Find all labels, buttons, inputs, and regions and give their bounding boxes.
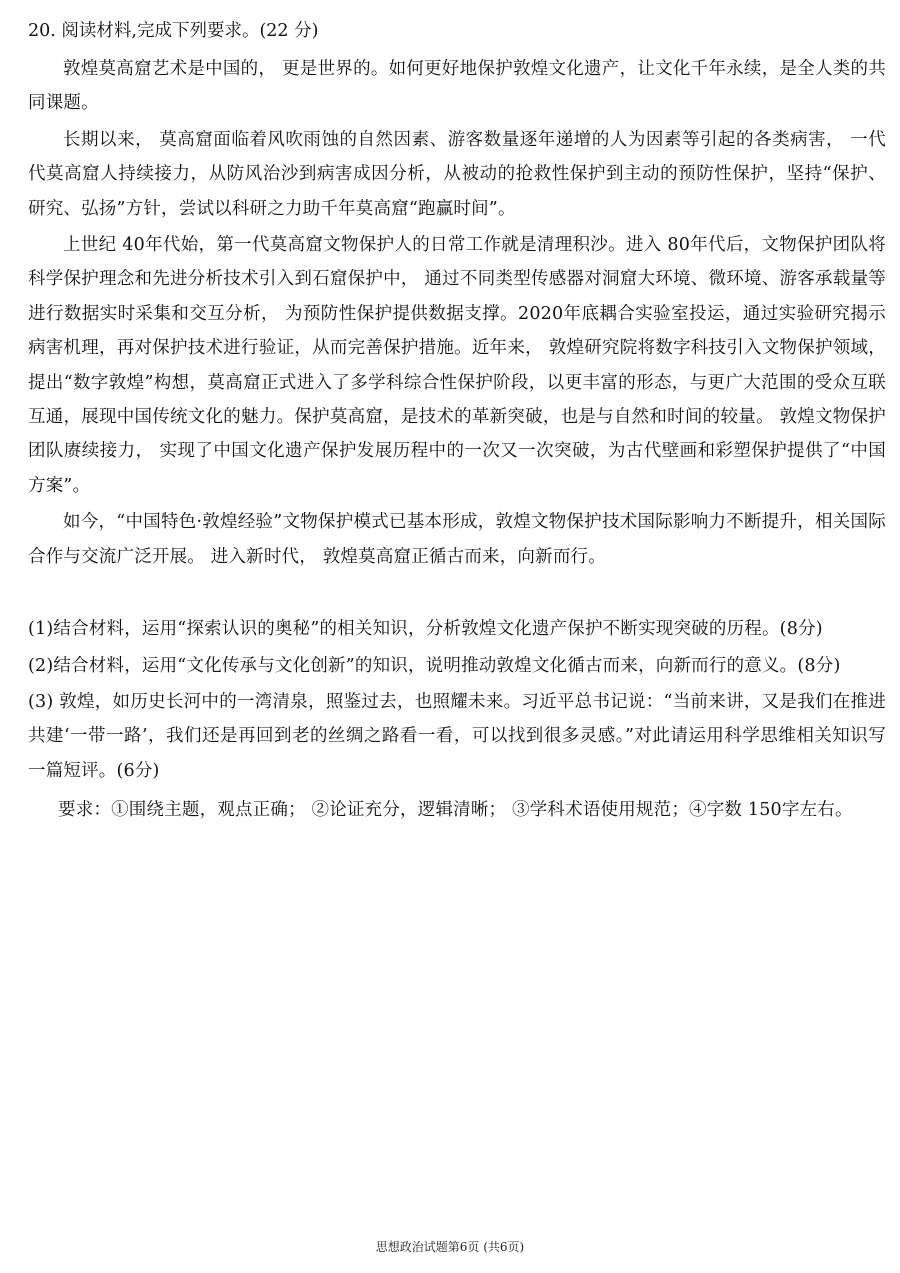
page-footer: 思想政治试题第6页 (共6页) xyxy=(375,1240,525,1254)
material-paragraph-4: 如今，“中国特色·敦煌经验”文物保护模式已基本形成，敦煌文物保护技术国际影响力不断提升，相关国际合作与交流广泛开展。 进入新时代， 敦煌莫高窟正循古而来，向新而行。 xyxy=(28,512,886,567)
exam-page xyxy=(28,14,886,828)
question-title: 20. 阅读材料,完成下列要求。(22 分) xyxy=(28,21,319,41)
material-paragraph-3: 上世纪 40年代始，第一代莫高窟文物保护人的日常工作就是清理积沙。进入 80年代后，文物保护团队将科学保护理念和先进分析技术引入到石窟保护中， 通过不同类型传感器对洞窟大环境、微环境、游客承载量等进行数据实时采集和交互分析， 为预防性保护提供数据支撑。2020年底耦合实验室投运，通过实验研究揭示病害机理，再对保护技术进行验证，从而完善保护措施。近年来， 敦煌研究院将数字科技引入文物保护领域，提出“数字敦煌”构想，莫高窟正式进入了多学科综合性保护阶段，以更丰富的形态，与更广大范围的受众互联互通，展现中国传统文化的魅力。保护莫高窟，是技术的革新突破，也是与自然和时间的较量。 敦煌文物保护团队赓续接力， 实现了中国文化遗产保护发展历程中的一次又一次突破，为古代壁画和彩塑保护提供了“中国方案”。 xyxy=(28,235,886,496)
material-paragraph-1: 敦煌莫高窟艺术是中国的， 更是世界的。如何更好地保护敦煌文化遗产，让文化千年永续，是全人类的共同课题。 xyxy=(28,59,886,114)
sub-question-3: (3) 敦煌，如历史长河中的一湾清泉，照鉴过去，也照耀未来。习近平总书记说：“当前来讲，又是我们在推进共建‘一带一路’，我们还是再回到老的丝绸之路看一看，可以找到很多灵感。”对此请运用科学思维相关知识写一篇短评。(6分) xyxy=(28,691,886,781)
sub-question-2: (2)结合材料，运用“文化传承与文化创新”的知识，说明推动敦煌文化循古而来，向新而行的意义。(8分) xyxy=(28,655,841,676)
sub-question-1: (1)结合材料，运用“探索认识的奥秘”的相关知识，分析敦煌文化遗产保护不断实现突破的历程。(8分) xyxy=(28,619,823,640)
material-paragraph-2: 长期以来， 莫高窟面临着风吹雨蚀的自然因素、游客数量逐年递增的人为因素等引起的各类病害， 一代代莫高窟人持续接力，从防风治沙到病害成因分析，从被动的抢救性保护到主动的预防性保护，坚持“保护、研究、弘扬”方针，尝试以科研之力助千年莫高窟“跑赢时间”。 xyxy=(28,129,886,219)
answer-requirements: 要求：①围绕主题，观点正确； ②论证充分，逻辑清晰； ③学科术语使用规范；④字数 150字左右。 xyxy=(58,800,853,821)
